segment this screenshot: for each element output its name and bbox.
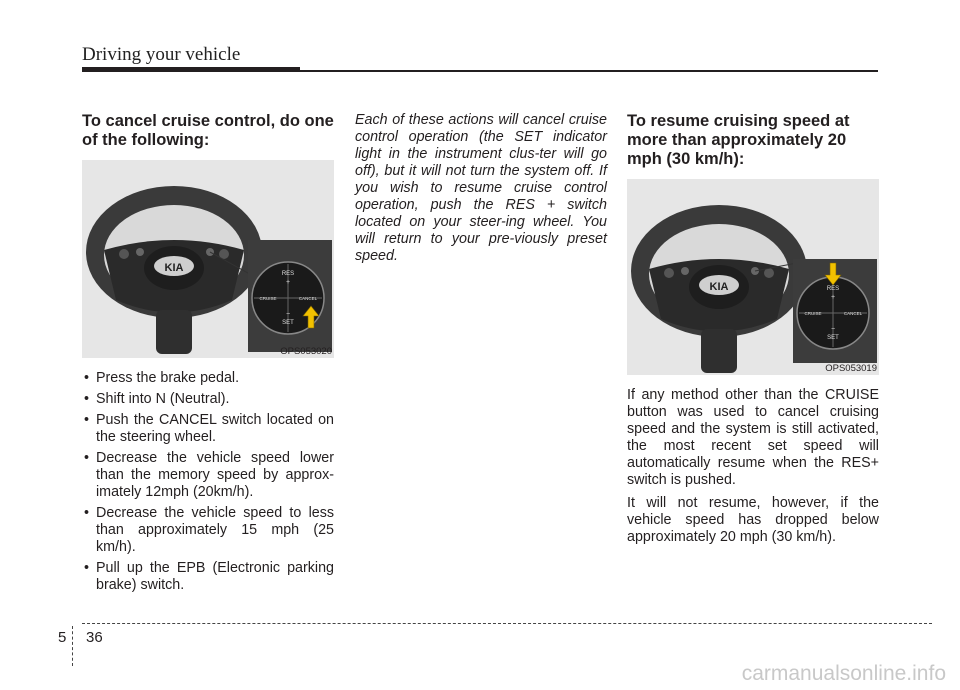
cancel-label: CANCEL — [843, 311, 863, 316]
cancel-methods-list — [82, 370, 334, 594]
steering-wheel-figure-resume — [627, 179, 879, 375]
set-label: SET — [282, 320, 294, 326]
list-item: • Decrease the vehicle speed lower than the memory speed by approx-imately 12mph (20km/h). — [82, 450, 334, 501]
section-number: 5 — [58, 629, 67, 646]
cancel-heading: To cancel cruise control, do one of the following: — [82, 112, 334, 149]
resume-paragraph: If any method other than the CRUISE button was used to cancel cruising speed and the system is still activated, the most recent set speed will automatically resume when the RES+ switch is pushed. — [627, 387, 879, 488]
column-note — [355, 112, 607, 265]
cruise-label: CRUISE — [804, 311, 822, 316]
column-cancel — [82, 112, 334, 598]
res-label: RES — [826, 286, 840, 292]
list-item: • Pull up the EPB (Electronic parking brake) switch. — [82, 560, 334, 594]
resume-heading: To resume cruising speed at more than approximately 20 mph (30 km/h): — [627, 112, 850, 168]
minus-label: − — [285, 311, 291, 318]
figure-code: OPS053020 — [280, 346, 332, 357]
steering-wheel-resume-illustration — [627, 179, 879, 375]
footer-vertical-divider — [72, 626, 73, 666]
header-rule-thin — [300, 70, 878, 72]
steering-wheel-cancel-illustration — [82, 160, 334, 358]
plus-label: + — [285, 279, 291, 286]
footer-divider — [82, 623, 932, 624]
steering-wheel-figure-cancel — [82, 160, 334, 358]
kia-logo: KIA — [164, 262, 184, 274]
set-label: SET — [827, 335, 839, 341]
list-item: • Decrease the vehicle speed to less than approximately 15 mph (25 km/h). — [82, 505, 334, 556]
res-label: RES — [281, 271, 295, 277]
cancel-label: CANCEL — [298, 296, 318, 301]
header-rule-thick — [82, 67, 300, 72]
resume-paragraph: It will not resume, however, if the vehicle speed has dropped below approximately 20 mph (30 km/h). — [627, 495, 879, 545]
cruise-label: CRUISE — [259, 296, 277, 301]
kia-logo: KIA — [709, 281, 729, 293]
watermark: carmanualsonline.info — [741, 662, 946, 685]
minus-label: − — [830, 326, 836, 333]
page-number: 36 — [86, 629, 103, 646]
page-header-title: Driving your vehicle — [82, 44, 241, 65]
column-resume — [627, 112, 879, 552]
plus-label: + — [830, 294, 836, 301]
list-item: • Press the brake pedal. — [82, 370, 334, 387]
figure-code: OPS053019 — [825, 363, 877, 374]
resume-body — [627, 387, 879, 546]
cancel-note-paragraph: Each of these actions will cancel cruise control operation (the SET indicator light in the instrument clus-ter will go off), but it will not turn the system off. If you wish to resume cruise control operation, push the RES + switch located on your steer-ing wheel. You will return to your pre-viously preset speed. — [355, 112, 607, 264]
list-item: • Shift into N (Neutral). — [82, 391, 334, 408]
list-item: • Push the CANCEL switch located on the steering wheel. — [82, 412, 334, 446]
